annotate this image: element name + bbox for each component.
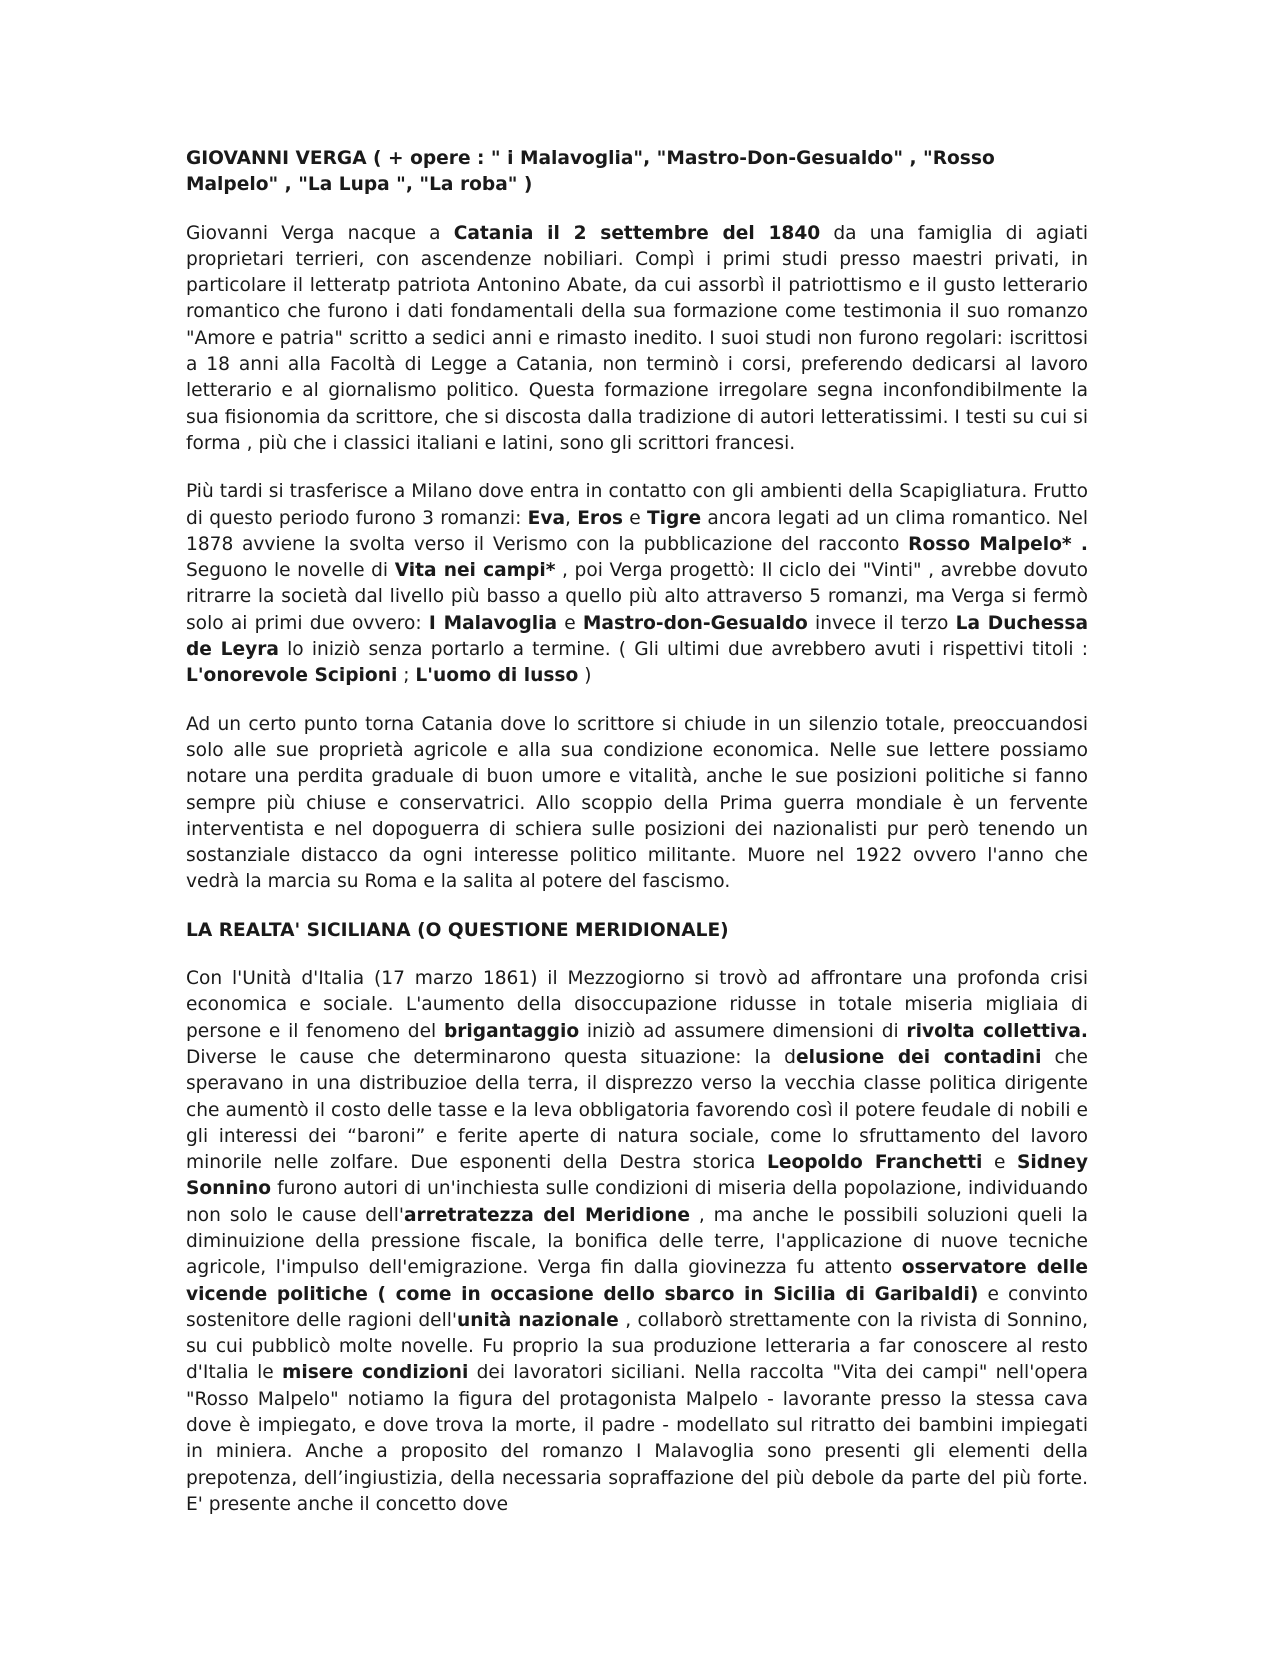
body-paragraph [186, 479, 1088, 689]
text-run: da una famiglia di agiati proprietari terrieri, con ascendenze nobiliari. Compì i primi studi presso maestri privati, in particolare il letteratp patriota Antonino Abate, da cui assorbì il patriottismo e il gusto letterario romantico che furono i dati fondamentali della sua formazione come testimonia il suo romanzo "Amore e patria" scritto a sedici anni e rimasto inedito. I suoi studi non furono regolari: iscrittosi a 18 anni alla Facoltà di Legge a Catania, non terminò i corsi, preferendo dedicarsi al lavoro letterario e al giornalismo politico. Questa formazione irregolare segna inconfondibilmente la sua fisionomia da scrittore, che si discosta dalla tradizione di autori letteratissimi. I testi su cui si forma , più che i classici italiani e latini, sono gli scrittori francesi. [186, 222, 1088, 454]
text-run: , [565, 507, 578, 529]
body-paragraph [186, 221, 1088, 458]
text-run: ) [578, 665, 592, 687]
text-run: Con l'Unità d'Italia (17 marzo 1861) il Mezzogiorno si trovò ad affrontare una profonda crisi economica e sociale. L'aumento della disoccupazione ridusse in totale miseria migliaia di persone e il fenomeno del [186, 968, 1088, 1042]
bold-text: Catania il 2 settembre del 1840 [453, 222, 821, 244]
bold-text: Eva [527, 507, 566, 529]
text-run: ancora legati ad un clima romantico. Nel 1878 avviene la svolta verso il Verismo con la pubblicazione del racconto [186, 507, 1088, 555]
text-run: , ma anche le possibili soluzioni queli la diminuizione della pressione fiscale, la bonifica delle terre, l'applicazione di nuove tecniche agricole, l'impulso dell'emigrazione. Verga fin dalla giovinezza fu attento [186, 1204, 1088, 1279]
text-run: LA REALTA' SICILIANA (O QUESTIONE MERIDIONALE) [186, 919, 729, 941]
bold-text: osservatore delle vicende politiche ( come in occasione dello sbarco in Sicilia di Garibaldi) [186, 1257, 1088, 1305]
bold-text: elusione dei contadini [795, 1046, 1042, 1068]
text-run: Diverse le cause che determinarono questa situazione: la d [186, 1046, 796, 1068]
bold-text: Mastro-don-Gesualdo [582, 612, 808, 634]
text-run: Seguono le novelle di [186, 560, 395, 582]
text-run: GIOVANNI VERGA ( + opere : " i Malavoglia", "Mastro-Don-Gesualdo" , "Rosso Malpelo" , "La Lupa ", "La roba" ) [186, 148, 995, 196]
bold-text: Rosso Malpelo* . [908, 533, 1088, 555]
bold-text: Vita nei campi* [394, 560, 556, 582]
text-run: Più tardi si trasferisce a Milano dove entra in contatto con gli ambienti della Scapigliatura. Frutto di questo periodo furono 3 romanzi: [186, 481, 1088, 529]
bold-text: I Malavoglia [428, 612, 558, 634]
text-run: invece il terzo [807, 612, 956, 634]
section-heading [186, 146, 1088, 199]
bold-text: Eros [577, 507, 623, 529]
text-run: Giovanni Verga nacque a [186, 222, 454, 244]
text-run: furono autori di un'inchiesta sulle condizioni di miseria della popolazione, individuando non solo le cause dell' [186, 1178, 1088, 1226]
body-paragraph [186, 966, 1088, 1518]
text-run: e [557, 612, 583, 634]
bold-text: arretratezza del Meridione [403, 1204, 690, 1226]
text-run: e [622, 507, 647, 529]
text-run: e convinto sostenitore delle ragioni dell' [186, 1283, 1088, 1331]
text-run: ; [397, 665, 416, 687]
section-heading [186, 918, 1088, 944]
bold-text: Tigre [646, 507, 702, 529]
bold-text: unità nazionale [457, 1309, 619, 1331]
bold-text: Leopoldo Franchetti [767, 1152, 983, 1174]
bold-text: L'uomo di lusso [415, 665, 579, 687]
text-run: che speravano in una distribuzioe della terra, il disprezzo verso la vecchia classe politica dirigente che aumentò il costo delle tasse e la leva obbligatoria favorendo così il potere feudale di nobili e gli interessi dei “baroni” e ferite aperte di natura sociale, come lo sfruttamento del lavoro minorile nelle zolfare. Due esponenti della Destra storica [186, 1046, 1088, 1174]
text-run: iniziò ad assumere dimensioni di [579, 1020, 907, 1042]
text-run: , poi Verga progettò: Il ciclo dei "Vinti" , avrebbe dovuto ritrarre la società dal livello più basso a quello più alto attraverso 5 romanzi, ma Verga si fermò solo ai primi due ovvero: [186, 560, 1089, 634]
text-run: dei lavoratori siciliani. Nella raccolta "Vita dei campi" nell'opera "Rosso Malpelo" notiamo la figura del protagonista Malpelo - lavorante presso la stessa cava dove è impiegato, e dove trova la morte, il padre - modellato sul ritratto dei bambini impiegati in miniera. Anche a proposito del romanzo I Malavoglia sono presenti gli elementi della prepotenza, dell’ingiustizia, della necessaria sopraffazione del più debole da parte del più forte. E' presente anche il concetto dove [186, 1362, 1088, 1515]
body-paragraph [186, 712, 1088, 896]
text-run: lo iniziò senza portarlo a termine. ( Gli ultimi due avrebbero avuti i rispettivi titoli : [278, 639, 1088, 661]
bold-text: rivolta collettiva. [906, 1020, 1088, 1042]
bold-text: La Duchessa de Leyra [186, 612, 1088, 661]
bold-text: Sidney Sonnino [186, 1152, 1089, 1200]
bold-text: misere condizioni [281, 1362, 469, 1384]
bold-text: brigantaggio [443, 1020, 580, 1042]
text-run: e [982, 1152, 1017, 1174]
text-run: , collaborò strettamente con la rivista di Sonnino, su cui pubblicò molte novelle. Fu proprio la sua produzione letteraria a far conoscere al resto d'Italia le [186, 1309, 1088, 1384]
document-page [186, 146, 1088, 1540]
bold-text: L'onorevole Scipioni [186, 665, 398, 687]
text-run: Ad un certo punto torna Catania dove lo scrittore si chiude in un silenzio totale, preoccuandosi solo alle sue proprietà agricole e alla sua condizione economica. Nelle sue lettere possiamo notare una perdita graduale di buon umore e vitalità, anche le sue posizioni politiche si fanno sempre più chiuse e conservatrici. Allo scoppio della Prima guerra mondiale è un fervente interventista e nel dopoguerra di schiera sulle posizioni dei nazionalisti pur però tenendo un sostanziale distacco da ogni interesse politico militante. Muore nel 1922 ovvero l'anno che vedrà la marcia su Roma e la salita al potere del fascismo. [186, 713, 1088, 893]
